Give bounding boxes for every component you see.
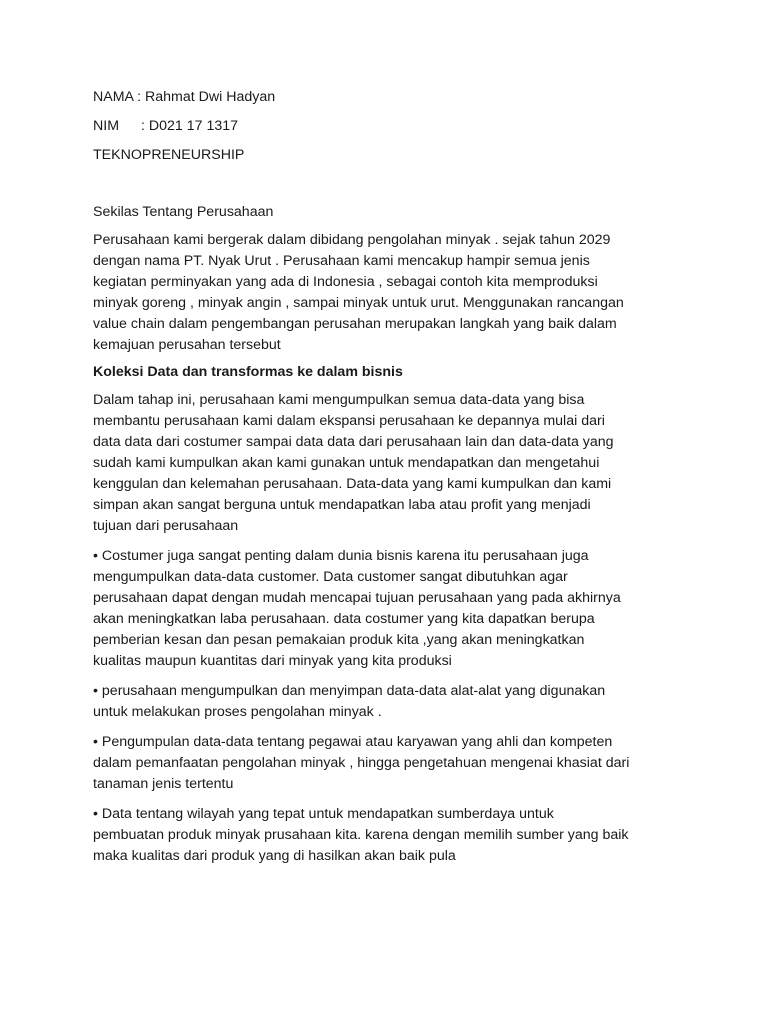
paragraph-line: simpan akan sangat berguna untuk mendapatkan laba atau profit yang menjadi bbox=[93, 497, 591, 513]
bullet-item-employee-data bbox=[93, 732, 693, 795]
paragraph-line: sudah kami kumpulkan akan kami gunakan untuk mendapatkan dan mengetahui bbox=[93, 455, 600, 471]
bullet-line: perusahaan dapat dengan mudah mencapai tujuan perusahaan yang pada akhirnya bbox=[93, 590, 621, 606]
nim-label: NIM bbox=[93, 118, 120, 134]
paragraph-line: membantu perusahaan kami dalam ekspansi perusahaan ke depannya mulai dari bbox=[93, 413, 605, 429]
bullet-item-region-data bbox=[93, 804, 693, 867]
bullet-line: tanaman jenis tertentu bbox=[93, 776, 234, 792]
paragraph-line: Perusahaan kami bergerak dalam dibidang pengolahan minyak . sejak tahun 2029 bbox=[93, 232, 611, 248]
paragraph-line: kegiatan perminyakan yang ada di Indonesia , sebagai contoh kita memproduksi bbox=[93, 274, 598, 290]
paragraph-line: value chain dalam pengembangan perusahan merupakan langkah yang baik dalam bbox=[93, 316, 617, 332]
paragraph-line: kemajuan perusahan tersebut bbox=[93, 337, 281, 353]
bullet-line: kualitas maupun kuantitas dari minyak yang kita produksi bbox=[93, 653, 452, 669]
bullet-line: pemberian kesan dan pesan pemakaian produk kita ,yang akan meningkatkan bbox=[93, 632, 585, 648]
paragraph-line: kenggulan dan kelemahan perusahaan. Data-data yang kami kumpulkan dan kami bbox=[93, 476, 612, 492]
bullet-line: mengumpulkan data-data customer. Data customer sangat dibutuhkan agar bbox=[93, 569, 568, 585]
bullet-line: dalam pemanfaatan pengolahan minyak , hingga pengetahuan mengenai khasiat dari bbox=[93, 755, 630, 771]
nim-value: : D021 17 1317 bbox=[141, 118, 239, 134]
bullet-line: • Pengumpulan data-data tentang pegawai atau karyawan yang ahli dan kompeten bbox=[93, 734, 613, 750]
paragraph-line: Dalam tahap ini, perusahaan kami mengumpulkan semua data-data yang bisa bbox=[93, 392, 585, 408]
student-nim bbox=[93, 116, 693, 137]
bullet-item-equipment-data bbox=[93, 681, 693, 723]
bullet-line: akan meningkatkan laba perusahaan. data costumer yang kita dapatkan berupa bbox=[93, 611, 595, 627]
bullet-line: • Data tentang wilayah yang tepat untuk mendapatkan sumberdaya untuk bbox=[93, 806, 554, 822]
paragraph-line: tujuan dari perusahaan bbox=[93, 518, 239, 534]
bullet-line: pembuatan produk minyak prusahaan kita. karena dengan memilih sumber yang baik bbox=[93, 827, 629, 843]
paragraph-line: minyak goreng , minyak angin , sampai minyak untuk urut. Menggunakan rancangan bbox=[93, 295, 624, 311]
data-collection-paragraph bbox=[93, 390, 693, 537]
bullet-line: untuk melakukan proses pengolahan minyak . bbox=[93, 704, 382, 720]
paragraph-line: dengan nama PT. Nyak Urut . Perusahaan kami mencakup hampir semua jenis bbox=[93, 253, 590, 269]
student-name: NAMA : Rahmat Dwi Hadyan bbox=[93, 89, 276, 105]
company-overview-paragraph bbox=[93, 230, 693, 356]
bullet-line: • Costumer juga sangat penting dalam dunia bisnis karena itu perusahaan juga bbox=[93, 548, 589, 564]
course-title: TEKNOPRENEURSHIP bbox=[93, 147, 245, 163]
paragraph-line: data data dari costumer sampai data data dari perusahaan lain dan data-data yang bbox=[93, 434, 614, 450]
bullet-line: maka kualitas dari produk yang di hasilkan akan baik pula bbox=[93, 848, 456, 864]
document-body bbox=[93, 87, 693, 867]
bullet-item-customer-data bbox=[93, 546, 693, 672]
bullet-line: • perusahaan mengumpulkan dan menyimpan data-data alat-alat yang digunakan bbox=[93, 683, 606, 699]
section-title-company-overview: Sekilas Tentang Perusahaan bbox=[93, 204, 274, 220]
section-title-data-collection: Koleksi Data dan transformas ke dalam bisnis bbox=[93, 364, 403, 380]
